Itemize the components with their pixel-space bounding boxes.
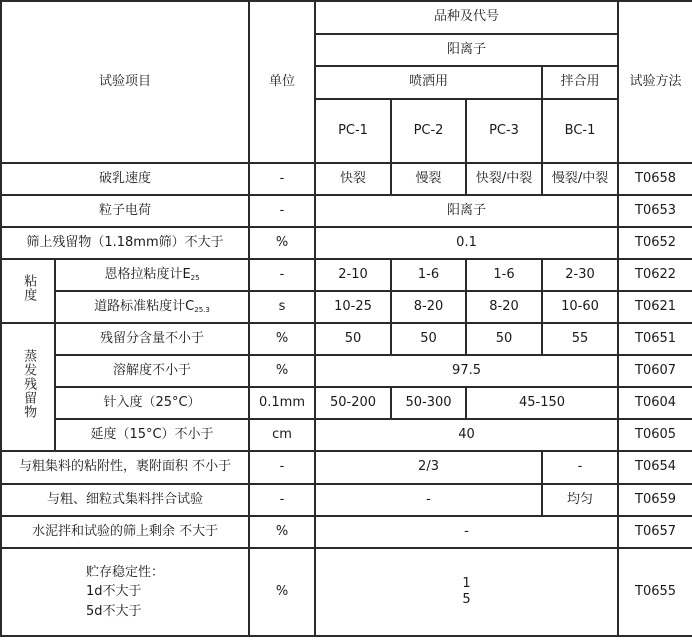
header-unit: 单位 — [249, 1, 315, 163]
row-item-main: 道路标准粘度计C — [94, 298, 195, 314]
table-row — [1, 548, 692, 636]
group-viscosity — [1, 259, 55, 323]
table-row — [1, 195, 692, 227]
row-value: 快裂/中裂 — [466, 163, 542, 195]
row-value: 均匀 — [542, 484, 618, 516]
row-value: 40 — [315, 419, 618, 451]
row-item-subscript: 25 — [190, 273, 200, 282]
table-row — [1, 323, 692, 355]
storage-value-1d: 1 — [462, 575, 471, 591]
row-value: 50 — [391, 323, 466, 355]
row-unit: - — [249, 451, 315, 484]
row-item: 与粗、细粒式集料拌合试验 — [1, 484, 249, 516]
row-item-main: 恩格拉粘度计E — [104, 266, 191, 282]
row-value — [315, 548, 618, 636]
row-value: 慢裂/中裂 — [542, 163, 618, 195]
row-method: T0657 — [618, 516, 692, 548]
row-value: 8-20 — [391, 291, 466, 323]
group-evaporation-residue — [1, 323, 55, 451]
header-test-item: 试验项目 — [1, 1, 249, 163]
row-value: 快裂 — [315, 163, 391, 195]
storage-item-line1: 1d不大于 — [86, 584, 142, 600]
row-item: 破乳速度 — [1, 163, 249, 195]
row-item: 筛上残留物（1.18mm筛）不大于 — [1, 227, 249, 259]
row-method: T0659 — [618, 484, 692, 516]
table-row — [1, 163, 692, 195]
row-unit: % — [249, 323, 315, 355]
row-method: T0622 — [618, 259, 692, 291]
row-unit: - — [249, 484, 315, 516]
row-value: 2-10 — [315, 259, 391, 291]
row-method: T0621 — [618, 291, 692, 323]
row-unit: - — [249, 195, 315, 227]
row-unit: % — [249, 548, 315, 636]
storage-item-line2: 5d不大于 — [86, 603, 142, 619]
table-row — [1, 259, 692, 291]
row-value: 50-200 — [315, 387, 391, 419]
row-method: T0605 — [618, 419, 692, 451]
header-code-bc1: BC-1 — [542, 99, 618, 163]
row-method: T0604 — [618, 387, 692, 419]
row-value: 2/3 — [315, 451, 542, 484]
row-value: 50 — [315, 323, 391, 355]
row-method: T0652 — [618, 227, 692, 259]
storage-value-5d: 5 — [462, 592, 471, 607]
table-row — [1, 355, 692, 387]
row-item-subscript: 25.3 — [194, 305, 210, 314]
table-row — [1, 484, 692, 516]
row-value: 55 — [542, 323, 618, 355]
row-item — [55, 291, 249, 323]
row-method: T0658 — [618, 163, 692, 195]
table-row — [1, 291, 692, 323]
row-unit: - — [249, 163, 315, 195]
row-value: 2-30 — [542, 259, 618, 291]
row-value: 50-300 — [391, 387, 466, 419]
row-value: - — [315, 484, 542, 516]
row-unit: % — [249, 516, 315, 548]
row-value: 45-150 — [466, 387, 618, 419]
row-value: 97.5 — [315, 355, 618, 387]
row-item: 溶解度不小于 — [55, 355, 249, 387]
row-value: 1-6 — [466, 259, 542, 291]
header-code-pc2: PC-2 — [391, 99, 466, 163]
row-unit: % — [249, 227, 315, 259]
header-mix-use: 拌合用 — [542, 66, 618, 99]
row-unit: s — [249, 291, 315, 323]
header-variety-code: 品种及代号 — [315, 1, 618, 34]
header-cationic: 阳离子 — [315, 34, 618, 66]
row-item — [1, 548, 249, 636]
storage-item-title: 贮存稳定性： — [86, 564, 165, 580]
row-value: 8-20 — [466, 291, 542, 323]
row-value: 阳离子 — [315, 195, 618, 227]
row-value: 1-6 — [391, 259, 466, 291]
row-method: T0653 — [618, 195, 692, 227]
row-value: - — [315, 516, 618, 548]
table-row — [1, 516, 692, 548]
row-method: T0655 — [618, 548, 692, 636]
row-method: T0651 — [618, 323, 692, 355]
row-item: 与粗集料的粘附性，裹附面积 不小于 — [1, 451, 249, 484]
storage-item-text — [86, 563, 164, 622]
row-item: 针入度（25°C） — [55, 387, 249, 419]
row-value: - — [542, 451, 618, 484]
row-item: 水泥拌和试验的筛上剩余 不大于 — [1, 516, 249, 548]
row-unit: 0.1mm — [249, 387, 315, 419]
row-unit: % — [249, 355, 315, 387]
table-row — [1, 227, 692, 259]
row-method: T0607 — [618, 355, 692, 387]
row-method: T0654 — [618, 451, 692, 484]
group-viscosity-label: 粘度 — [21, 274, 37, 303]
row-item — [55, 259, 249, 291]
row-item: 粒子电荷 — [1, 195, 249, 227]
table-row — [1, 419, 692, 451]
row-value: 10-25 — [315, 291, 391, 323]
row-value: 50 — [466, 323, 542, 355]
table-row — [1, 451, 692, 484]
header-code-pc3: PC-3 — [466, 99, 542, 163]
row-value: 慢裂 — [391, 163, 466, 195]
row-unit: cm — [249, 419, 315, 451]
header-test-method: 试验方法 — [618, 1, 692, 163]
table-row — [1, 387, 692, 419]
row-item: 残留分含量不小于 — [55, 323, 249, 355]
header-spray-use: 喷洒用 — [315, 66, 542, 99]
row-unit: - — [249, 259, 315, 291]
header-code-pc1: PC-1 — [315, 99, 391, 163]
row-value: 0.1 — [315, 227, 618, 259]
row-item: 延度（15°C）不小于 — [55, 419, 249, 451]
row-value: 10-60 — [542, 291, 618, 323]
group-evaporation-residue-label: 蒸发残留物 — [21, 349, 37, 420]
